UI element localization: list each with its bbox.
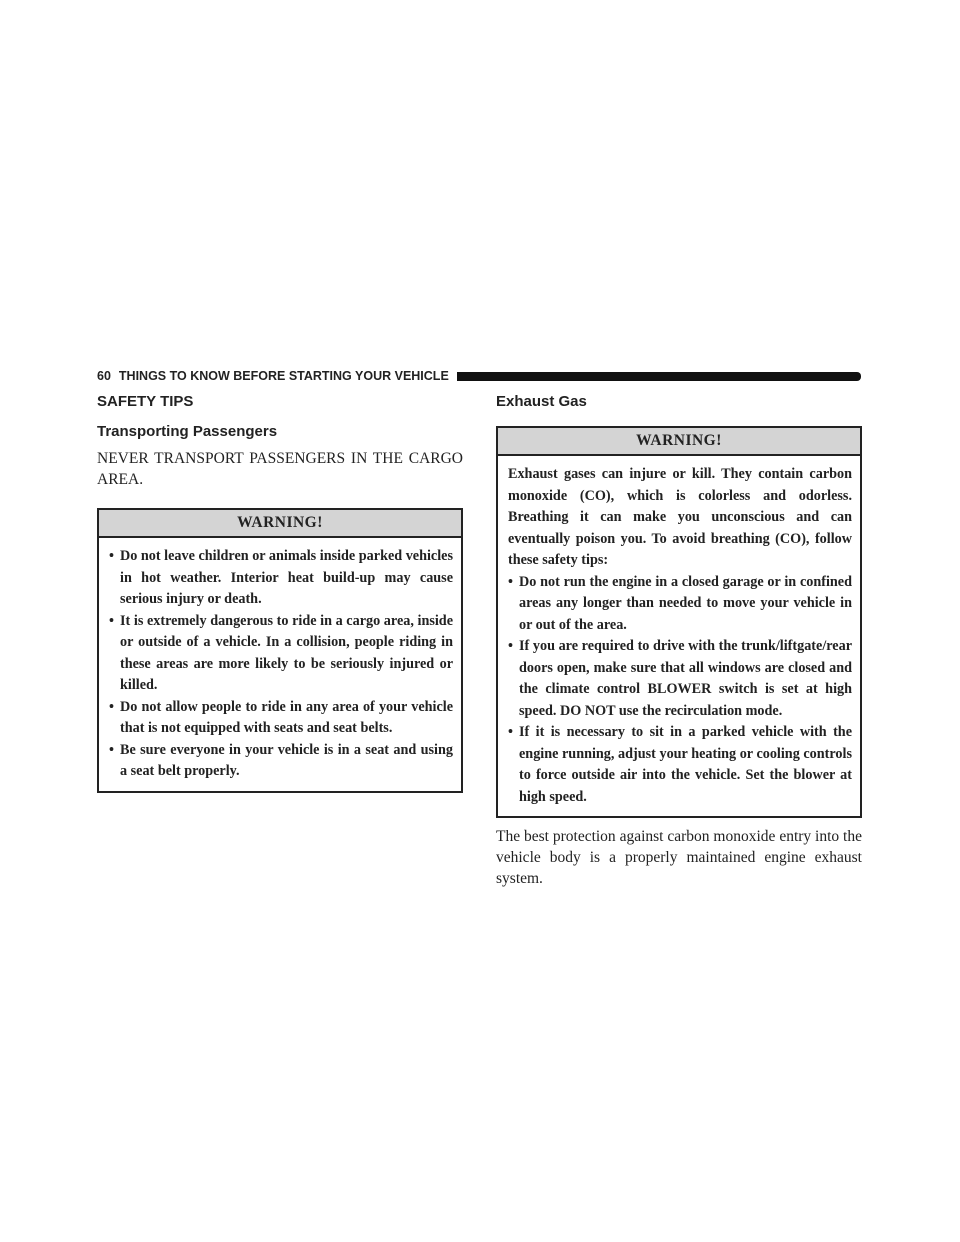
warning-item: • If you are required to drive with the trunk/liftgate/rear doors open, make sure that all windows are closed and the climate control BLOWER switch is set at high speed. DO NOT use the recirculation mode. (508, 638, 852, 719)
bullet-icon: • (109, 698, 114, 715)
warning-title: WARNING! (99, 510, 461, 538)
subsection-title-transporting-passengers: Transporting Passengers (97, 423, 278, 440)
warning-item: • Be sure everyone in your vehicle is in a seat and using a seat belt properly. (109, 741, 453, 779)
bullet-icon: • (109, 741, 114, 758)
warning-item: • Do not leave children or animals inside parked vehicles in hot weather. Interior heat build-up may cause serious injury or death. (109, 548, 453, 607)
right-column (496, 392, 862, 889)
header-rule (457, 372, 861, 381)
bullet-icon: • (109, 548, 114, 564)
bullet-icon: • (109, 612, 114, 629)
bullet-icon: • (508, 638, 513, 654)
intro-paragraph: NEVER TRANSPORT PASSENGERS IN THE CARGO AREA. (97, 450, 463, 488)
warning-box-exhaust (496, 426, 862, 818)
bullet-icon: • (508, 573, 513, 590)
warning-item: • If it is necessary to sit in a parked vehicle with the engine running, adjust your heating or cooling controls to force outside air into the vehicle. Set the blower at high speed. (508, 724, 852, 805)
left-column (97, 392, 463, 793)
warning-intro: Exhaust gases can injure or kill. They contain carbon monoxide (CO), which is colorless and odorless. Breathing it can make you unconscious and can eventually poison you. To avoid breathing (CO), follow these safety tips: (508, 466, 852, 568)
warning-item: • It is extremely dangerous to ride in a cargo area, inside or outside of a vehicle. In a collision, people riding in these areas are more likely to be seriously injured or killed. (109, 612, 453, 693)
warning-list (109, 546, 453, 783)
page-number: 60 (97, 369, 111, 383)
header-title: THINGS TO KNOW BEFORE STARTING YOUR VEHICLE (118, 369, 449, 383)
page-header (97, 367, 861, 385)
warning-item: • Do not allow people to ride in any area of your vehicle that is not equipped with seats and seat belts. (109, 698, 453, 736)
warning-item: • Do not run the engine in a closed garage or in confined areas any longer than needed to move your vehicle in or out of the area. (508, 573, 852, 633)
warning-title: WARNING! (498, 428, 860, 456)
bullet-icon: • (508, 724, 513, 740)
section-title-safety-tips: SAFETY TIPS (97, 393, 194, 410)
section-title-exhaust-gas: Exhaust Gas (496, 393, 587, 410)
closing-paragraph: The best protection against carbon monoxide entry into the vehicle body is a properly maintained engine exhaust system. (496, 828, 862, 887)
warning-box-passengers (97, 508, 463, 793)
warning-list (508, 572, 852, 809)
